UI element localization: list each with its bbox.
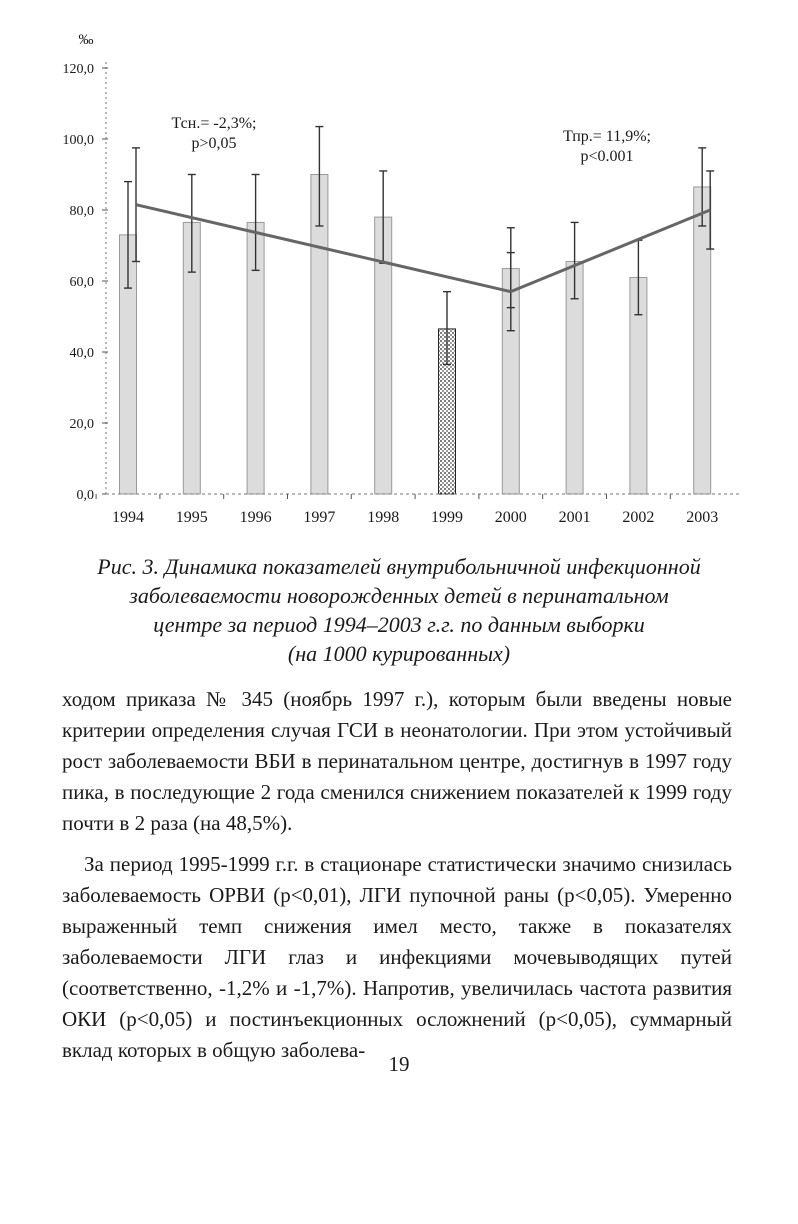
annotation-line: Тпр.= 11,9%; — [563, 128, 651, 145]
annotation-text — [172, 115, 257, 152]
caption-line: (на 1000 курированных) — [287, 641, 511, 666]
y-tick-label: 40,0 — [69, 346, 94, 361]
trend-line — [511, 210, 710, 292]
y-tick-label: 20,0 — [69, 417, 94, 432]
page-number: 19 — [388, 1052, 410, 1076]
x-tick-label: 2003 — [686, 509, 719, 526]
caption-line: центре за период 1994–2003 г.г. по данным выборки — [153, 612, 645, 637]
y-tick-label: 120,0 — [62, 62, 94, 77]
x-tick-label: 2002 — [622, 509, 655, 526]
y-tick-label: 80,0 — [69, 204, 94, 219]
x-tick-label: 1996 — [239, 509, 272, 526]
x-tick-label: 2001 — [558, 509, 591, 526]
annotation-line: Тсн.= -2,3%; — [171, 115, 257, 132]
annotations — [172, 115, 651, 165]
x-tick-label: 1999 — [431, 509, 463, 526]
y-tick-label: 100,0 — [62, 133, 94, 148]
x-tick-label: 1998 — [367, 509, 400, 526]
trend-lines — [136, 205, 710, 292]
figure-caption — [40, 552, 758, 668]
bar-2003 — [694, 187, 711, 494]
y-tick-label: 0,0 — [76, 488, 94, 503]
y-axis — [63, 62, 109, 503]
y-unit-label: ‰ — [78, 32, 94, 48]
paragraph: За период 1995-1999 г.г. в стационаре статистически значимо снизилась заболеваемость ОРВИ (p<0,01), ЛГИ пупочной раны (p<0,05). Умеренно выраженный темп снижения имел место, также в показателях заболеваемости ЛГИ глаз и инфекциями мочевыводящих путей (соответственно, -1,2% и -1,7%). Напротив, увеличилась частота развития ОКИ (p<0,05) и постинъекционных осложнений (p<0,05), суммарный вклад которых в общую заболева- — [62, 852, 732, 1062]
x-tick-label: 1994 — [112, 509, 144, 526]
paragraph: ходом приказа № 345 (ноябрь 1997 г.), которым были введены новые критерии определения случая ГСИ в неонатологии. При этом устойчивый рост заболеваемости ВБИ в перинатальном центре, достигнув в 1997 году пика, в последующие 2 года сменился снижением показателей к 1999 году почти в 2 раза (на 48,5%). — [62, 687, 732, 835]
caption-line: заболеваемости новорожденных детей в перинатальном — [129, 583, 669, 608]
y-tick-label: 60,0 — [69, 275, 94, 290]
incidence-chart — [0, 0, 798, 560]
x-axis — [96, 494, 740, 526]
x-tick-label: 2000 — [494, 509, 527, 526]
body-text — [62, 684, 732, 1066]
annotation-text — [563, 128, 651, 165]
annotation-line: p>0,05 — [191, 135, 237, 152]
annotation-line: p<0.001 — [580, 148, 634, 165]
x-tick-label: 1995 — [175, 509, 208, 526]
x-tick-label: 1997 — [303, 509, 336, 526]
caption-line: Рис. 3. Динамика показателей внутрибольничной инфекционной — [97, 554, 701, 579]
